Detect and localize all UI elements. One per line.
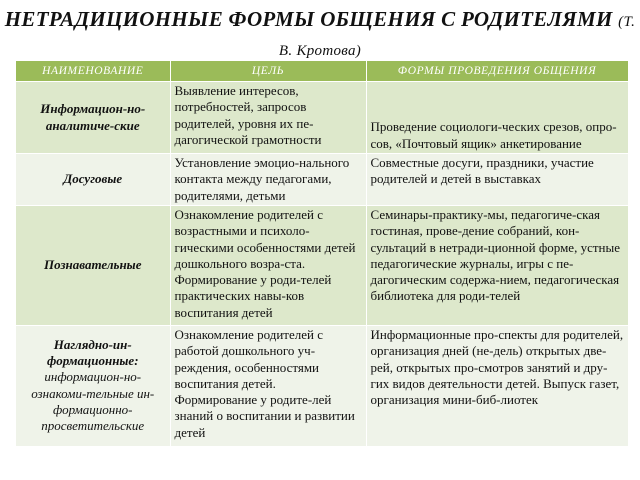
row-name-subtitle: информацион-но-ознакоми-тельные ин-формационно-просветительские — [31, 369, 155, 434]
row-goal: Выявление интересов, потребностей, запросов родителей, уровня их пе-дагогической грамотности — [170, 82, 366, 154]
header-forms: ФОРМЫ ПРОВЕДЕНИЯ ОБЩЕНИЯ — [366, 61, 628, 82]
title-author: (Т. В. Кротова) — [278, 14, 636, 59]
page-title — [0, 6, 640, 64]
header-name: НАИМЕНОВАНИЕ — [16, 61, 170, 82]
row-forms: Информационные про-спекты для родителей, организация дней (не-дель) открытых две-рей, открытых про-смотров занятий и дру-гих видов деятельности детей. Выпуск газет, организация мини-биб-лиотек — [366, 326, 628, 446]
title-text: НЕТРАДИЦИОННЫЕ ФОРМЫ ОБЩЕНИЯ С РОДИТЕЛЯМИ — [4, 7, 613, 31]
row-name: Познавательные — [16, 206, 170, 326]
row-forms: Семинары-практику-мы, педагогиче-ская гостиная, прове-дение собраний, кон-сультаций в нетради-ционной форме, устные педагогические журналы, игры с пе-дагогическим содержа-нием, педагогическая библиотека для роди-телей — [366, 206, 628, 326]
row-name: Досуговые — [16, 154, 170, 206]
header-goal: ЦЕЛЬ — [170, 61, 366, 82]
table-row — [16, 206, 628, 326]
communication-forms-table — [16, 61, 629, 446]
row-forms: Проведение социологи-ческих срезов, опро-сов, «Почтовый ящик» анкетирование — [366, 82, 628, 154]
row-goal: Ознакомление родителей с работой дошкольного уч-реждения, особенностями воспитания детей. Формирование у родите-лей знаний о воспитании и развитии детей — [170, 326, 366, 446]
row-name-cell — [16, 326, 170, 446]
row-goal: Ознакомление родителей с возрастными и психоло-гическими особенностями детей дошкольного возра-ста. Формирование у роди-телей практических навы-ков воспитания детей — [170, 206, 366, 326]
row-name: Информацион-но-аналитиче-ские — [16, 82, 170, 154]
table-header-row — [16, 61, 628, 82]
row-forms: Совместные досуги, праздники, участие родителей и детей в выставках — [366, 154, 628, 206]
table-row — [16, 326, 628, 446]
row-name: Наглядно-ин-формационные: — [46, 336, 139, 369]
row-goal: Установление эмоцио-нального контакта между педагогами, родителями, детьми — [170, 154, 366, 206]
table-row — [16, 154, 628, 206]
table-row — [16, 82, 628, 154]
